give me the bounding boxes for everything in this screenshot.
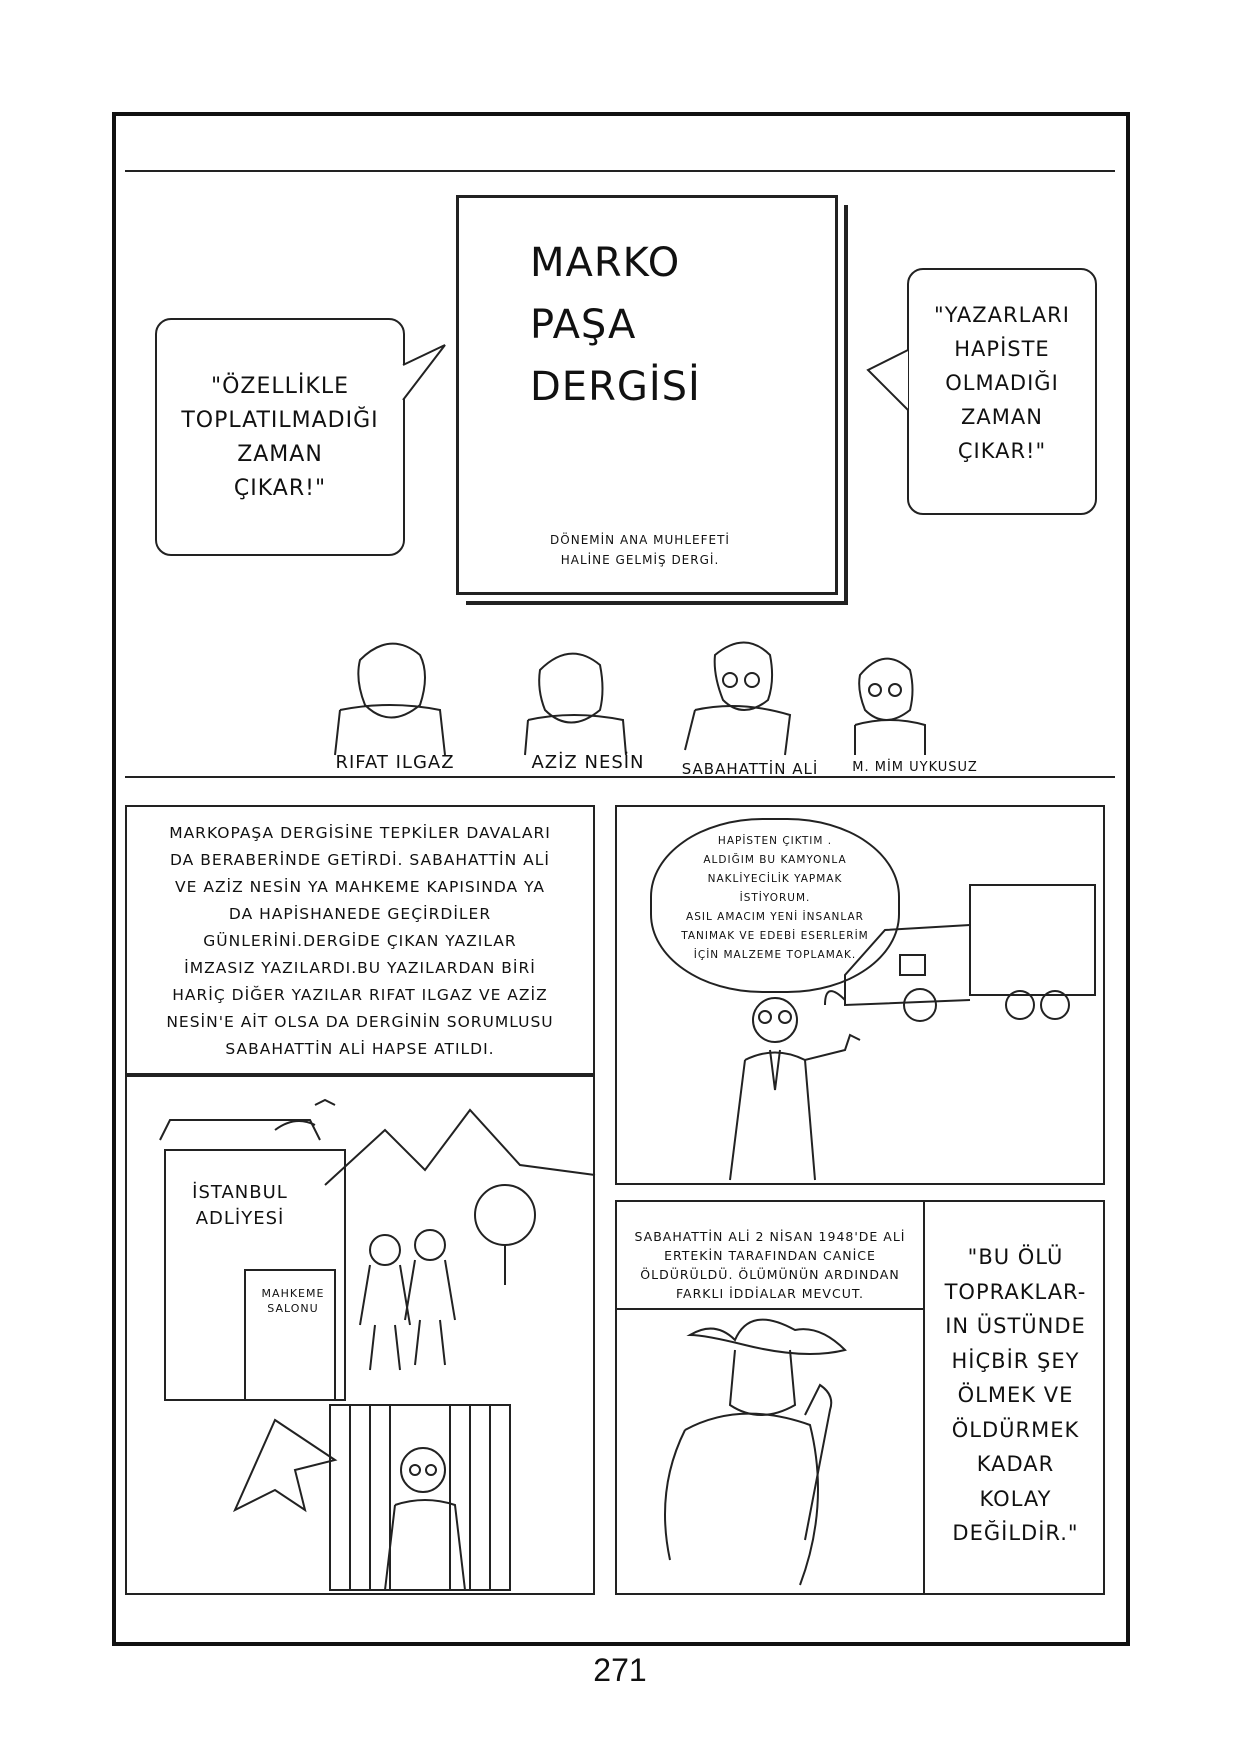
left-quote: "ÖZELLİKLE TOPLATILMADIĞI ZAMAN ÇIKAR!" (181, 374, 379, 501)
magazine-title: MARKO PAŞA DERGİSİ (530, 240, 701, 410)
courtroom-sign: MAHKEME SALONU (261, 1287, 325, 1315)
death-caption: SABAHATTİN ALİ 2 NİSAN 1948'DE ALİ ERTEKİN TARAFINDAN CANİCE ÖLDÜRÜLDÜ. ÖLÜMÜNÜN ARDINDAN FARKLI İDDİALAR MEVCUT. (634, 1229, 906, 1301)
truck-scene-drawing (615, 805, 1105, 1185)
page-number: 271 (593, 1652, 647, 1688)
silhouette-drawing (615, 1310, 925, 1595)
person-name-sabahattin-ali: SABAHATTİN ALİ (681, 760, 819, 778)
portraits-drawing (300, 630, 1060, 770)
caption-divider-box (615, 1200, 925, 1310)
person-name-aziz-nesin: AZİZ NESİN (531, 752, 645, 773)
courthouse-drawing (125, 1075, 595, 1595)
closing-quote: "BU ÖLÜ TOPRAKLAR- IN ÜSTÜNDE HİÇBİR ŞEY ÖLMEK VE ÖLDÜRMEK KADAR KOLAY DEĞİLDİR." (944, 1245, 1087, 1545)
truck-speech-text: HAPİSTEN ÇIKTIM . ALDIĞIM BU KAMYONLA NAKLİYECİLİK YAPMAK İSTİYORUM. ASIL AMACIM YENİ İNSANLAR TANIMAK VE EDEBİ ESERLERİM İÇİN MALZEME TOPLAMAK. (681, 835, 869, 961)
courthouse-sign: İSTANBUL ADLİYESİ (192, 1182, 288, 1229)
right-quote: "YAZARLARI HAPİSTE OLMADIĞI ZAMAN ÇIKAR!" (934, 303, 1070, 463)
person-name-rifat-ilgaz: RIFAT ILGAZ (335, 752, 455, 773)
narration-text: MARKOPAŞA DERGİSİNE TEPKİLER DAVALARI DA BERABERİNDE GETİRDİ. SABAHATTİN ALİ VE AZİZ NESİN YA MAHKEME KAPISINDA YA DA HAPİSHANEDE GEÇİRDİLER GÜNLERİNİ.DERGİDE ÇIKAN YAZILAR İMZASIZ YAZILARDI.BU YAZILARDAN BİRİ HARİÇ DİĞER YAZILAR RIFAT ILGAZ VE AZİZ NESİN'E AİT OLSA DA DERGİNİN SORUMLUSU SABAHATTİN ALİ HAPSE ATILDI. (166, 824, 554, 1058)
magazine-caption: DÖNEMİN ANA MUHLEFETİ HALİNE GELMİŞ DERGİ. (550, 533, 730, 567)
person-name-mim-uykusuz: M. MİM UYKUSUZ (852, 760, 978, 775)
